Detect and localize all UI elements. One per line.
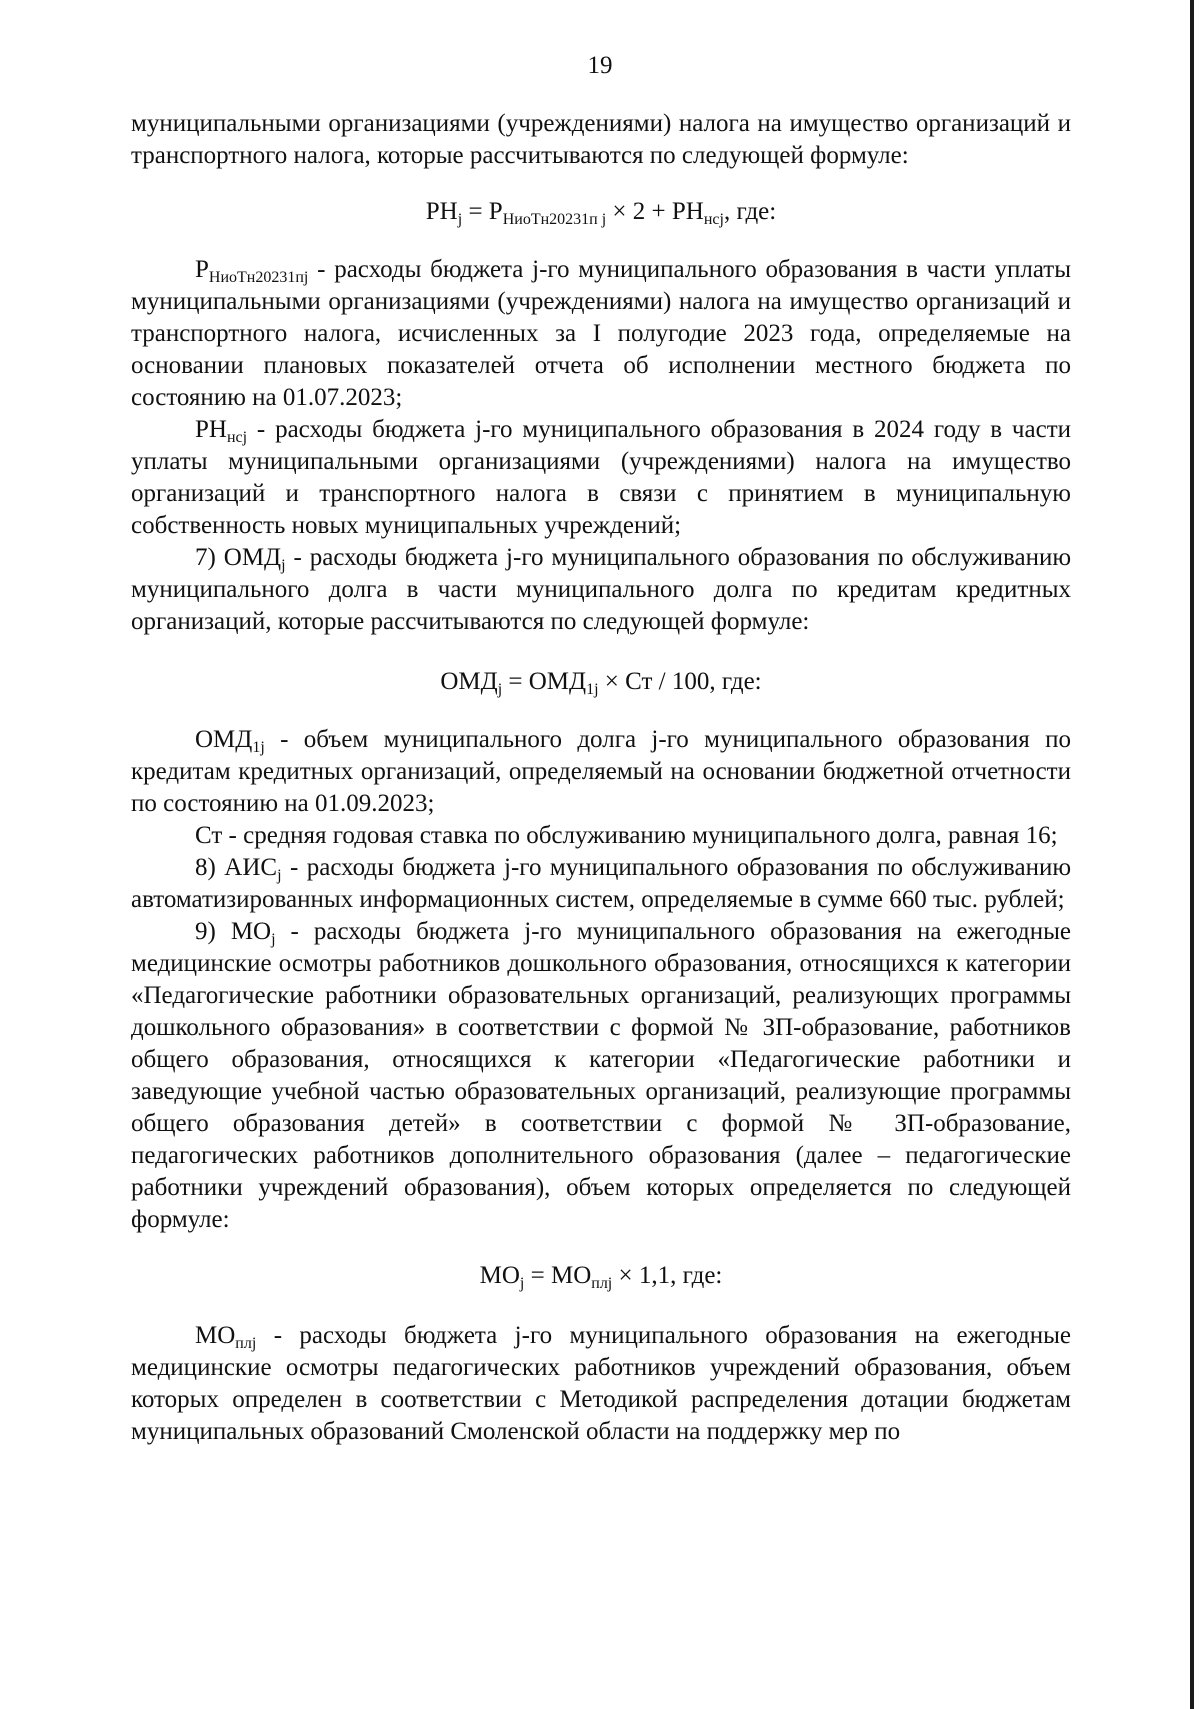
definition-rniotn: $Р_{НиоТн20231пj}$ - расходы бюджета j-го муниципального образования в части уплаты муниципальными организациями (учреждениями) налога на имущество организаций и транспортного налога, исчисленных за I полугодие 2023 года, определяемые на основании плановых показателей отчета об исполнении местного бюджета по состоянию на 01.07.2023; (131, 256, 1071, 411)
item-9-mo: 9) $МО_j$ - расходы бюджета j-го муниципального образования на ежегодные медицинские осмотры работников дошкольного образования, относящихся к категории «Педагогические работники образовательных организаций, реализующих программы дошкольного образования» в соответствии с формой № ЗП-образование, работников общего образования, относящихся к категории «Педагогические работники и заведующие учебной частью образовательных организаций, реализующие программы общего образования детей» в соответствии с формой № ЗП-образование, педагогических работников дополнительного образования (далее – педагогические работники учреждений образования), объем которых определяется по следующей формуле: (131, 918, 1072, 1233)
page-edge-border (1190, 0, 1194, 1709)
item-7-omd: 7) $ОМД_j$ - расходы бюджета j-го муниципального образования по обслуживанию муниципального долга в части муниципального долга по кредитам кредитных организаций, которые рассчитываются по следующей формуле: (131, 544, 1071, 635)
paragraph-intro: муниципальными организациями (учреждениями) налога на имущество организаций и транспортного налога, которые рассчитываются по следующей формуле: (131, 110, 1071, 169)
page-number: 19 (587, 52, 613, 79)
formula-omd: $ОМД_j = ОМД_{1j}$ × Ст / 100, где: (440, 668, 762, 698)
item-8-ais: 8) $АИС_j$ - расходы бюджета j-го муниципального образования по обслуживанию автоматизированных информационных систем, определяемые в сумме 660 тыс. рублей; (131, 854, 1072, 913)
definition-omd1j: $ОМД_{1j}$ - объем муниципального долга j-го муниципального образования по кредитам кредитных организаций, определяемый на основании бюджетной отчетности по состоянию на 01.09.2023; (131, 726, 1071, 817)
definition-st: Ст - средняя годовая ставка по обслуживанию муниципального долга, равная 16; (195, 822, 1058, 849)
document-body (131, 108, 1071, 1448)
definition-mopl: $МО_{плj}$ - расходы бюджета j-го муниципального образования на ежегодные медицинские осмотры педагогических работников учреждений образования, объем которых определен в соответствии с Методикой распределения дотации бюджетам муниципальных образований Смоленской области на поддержку мер по (131, 1322, 1071, 1445)
formula-mo: $МО_j = МО_{плj} \times 1,1$, где: (479, 1262, 723, 1292)
definition-rnnsj: $РН_{нсj}$ - расходы бюджета j-го муниципального образования в 2024 году в части уплаты муниципальными организациями (учреждениями) налога на имущество организаций и транспортного налога в связи с принятием в муниципальную собственность новых муниципальных учреждений; (131, 416, 1071, 539)
formula-rn: $РН_j = Р_{НиоТн20231п j} \times 2 + РН_{нсj}$, где: (425, 198, 777, 228)
